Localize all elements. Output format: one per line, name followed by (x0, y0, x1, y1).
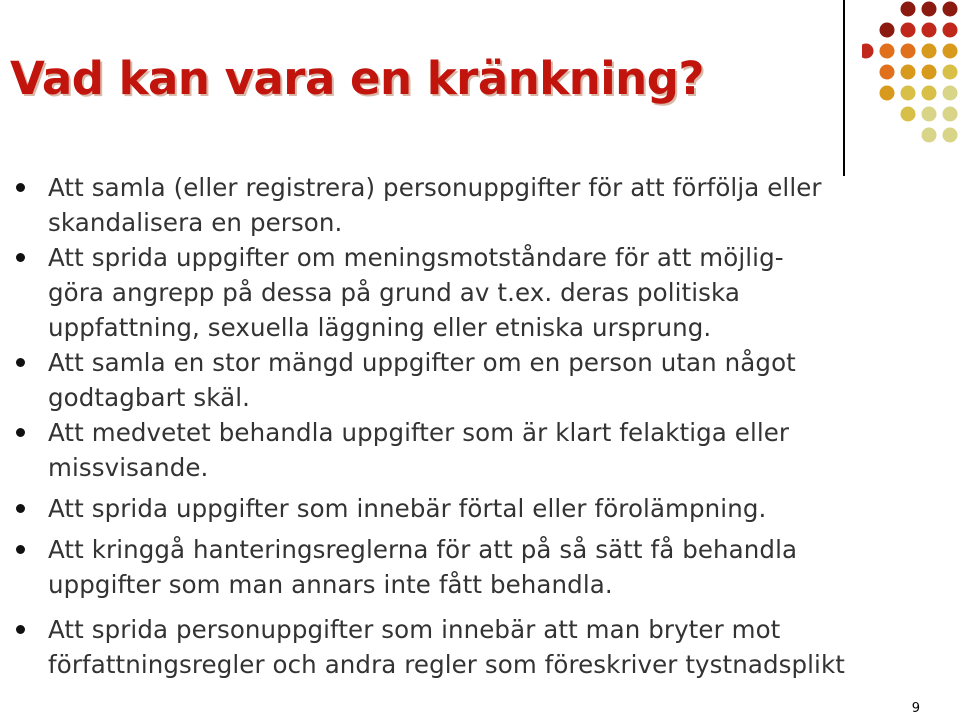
bullet-dot-icon (16, 253, 25, 262)
bullet-line: Att kringgå hanteringsreglerna för att på så sätt få behandla (48, 535, 798, 564)
bullet-line: författningsregler och andra regler som föreskriver tystnadsplikt (48, 650, 845, 679)
decorative-dot (901, 23, 916, 38)
decorative-dot (922, 44, 937, 59)
bullet-dot-icon (16, 183, 25, 192)
decorative-dot (922, 23, 937, 38)
decorative-dot (862, 44, 874, 59)
bullet-line: Att sprida uppgifter som innebär förtal eller förolämpning. (48, 494, 767, 523)
page-number: 9 (911, 701, 920, 716)
decorative-dot (943, 86, 958, 101)
decorative-dot (901, 2, 916, 17)
bullet-line: göra angrepp på dessa på grund av t.ex. deras politiska (48, 278, 740, 307)
bullet-item (16, 170, 946, 240)
bullet-line: uppgifter som man annars inte fått behandla. (48, 570, 613, 599)
bullet-line: godtagbart skäl. (48, 383, 251, 412)
decorative-dot (922, 86, 937, 101)
decorative-dot (880, 65, 895, 80)
bullet-dot-icon (16, 545, 25, 554)
decorative-dot (901, 44, 916, 59)
decorative-dot (922, 128, 937, 143)
decorative-dot (880, 86, 895, 101)
bullet-dot-icon (16, 504, 25, 513)
decorative-dot (943, 44, 958, 59)
bullet-item (16, 491, 946, 526)
bullet-dot-icon (16, 625, 25, 634)
decorative-dot-grid (862, 0, 960, 160)
bullet-list (16, 170, 946, 682)
bullet-dot-icon (16, 358, 25, 367)
decorative-dot (880, 23, 895, 38)
bullet-line: Att sprida uppgifter om meningsmotståndare för att möjlig- (48, 243, 784, 272)
decorative-dot (943, 65, 958, 80)
bullet-dot-icon (16, 428, 25, 437)
bullet-line: Att samla en stor mängd uppgifter om en person utan något (48, 348, 796, 377)
decorative-dot (922, 107, 937, 122)
bullet-line: Att samla (eller registrera) personuppgifter för att förfölja eller (48, 173, 822, 202)
bullet-item (16, 415, 946, 485)
decorative-dot (901, 107, 916, 122)
bullet-line: Att sprida personuppgifter som innebär att man bryter mot (48, 615, 781, 644)
bullet-item (16, 532, 946, 602)
decorative-dot (943, 2, 958, 17)
bullet-line: skandalisera en person. (48, 208, 343, 237)
slide-title: Vad kan vara en kränkning? (10, 52, 705, 105)
bullet-line: missvisande. (48, 453, 209, 482)
bullet-item (16, 345, 946, 415)
decorative-dot (943, 23, 958, 38)
bullet-item (16, 240, 946, 345)
vertical-divider (843, 0, 845, 176)
bullet-line: uppfattning, sexuella läggning eller etniska ursprung. (48, 313, 712, 342)
decorative-dot (922, 2, 937, 17)
decorative-dot (901, 65, 916, 80)
decorative-dot (943, 107, 958, 122)
decorative-dot (922, 65, 937, 80)
bullet-line: Att medvetet behandla uppgifter som är klart felaktiga eller (48, 418, 790, 447)
bullet-item (16, 612, 946, 682)
decorative-dot (901, 86, 916, 101)
decorative-dot (880, 44, 895, 59)
decorative-dot (943, 128, 958, 143)
